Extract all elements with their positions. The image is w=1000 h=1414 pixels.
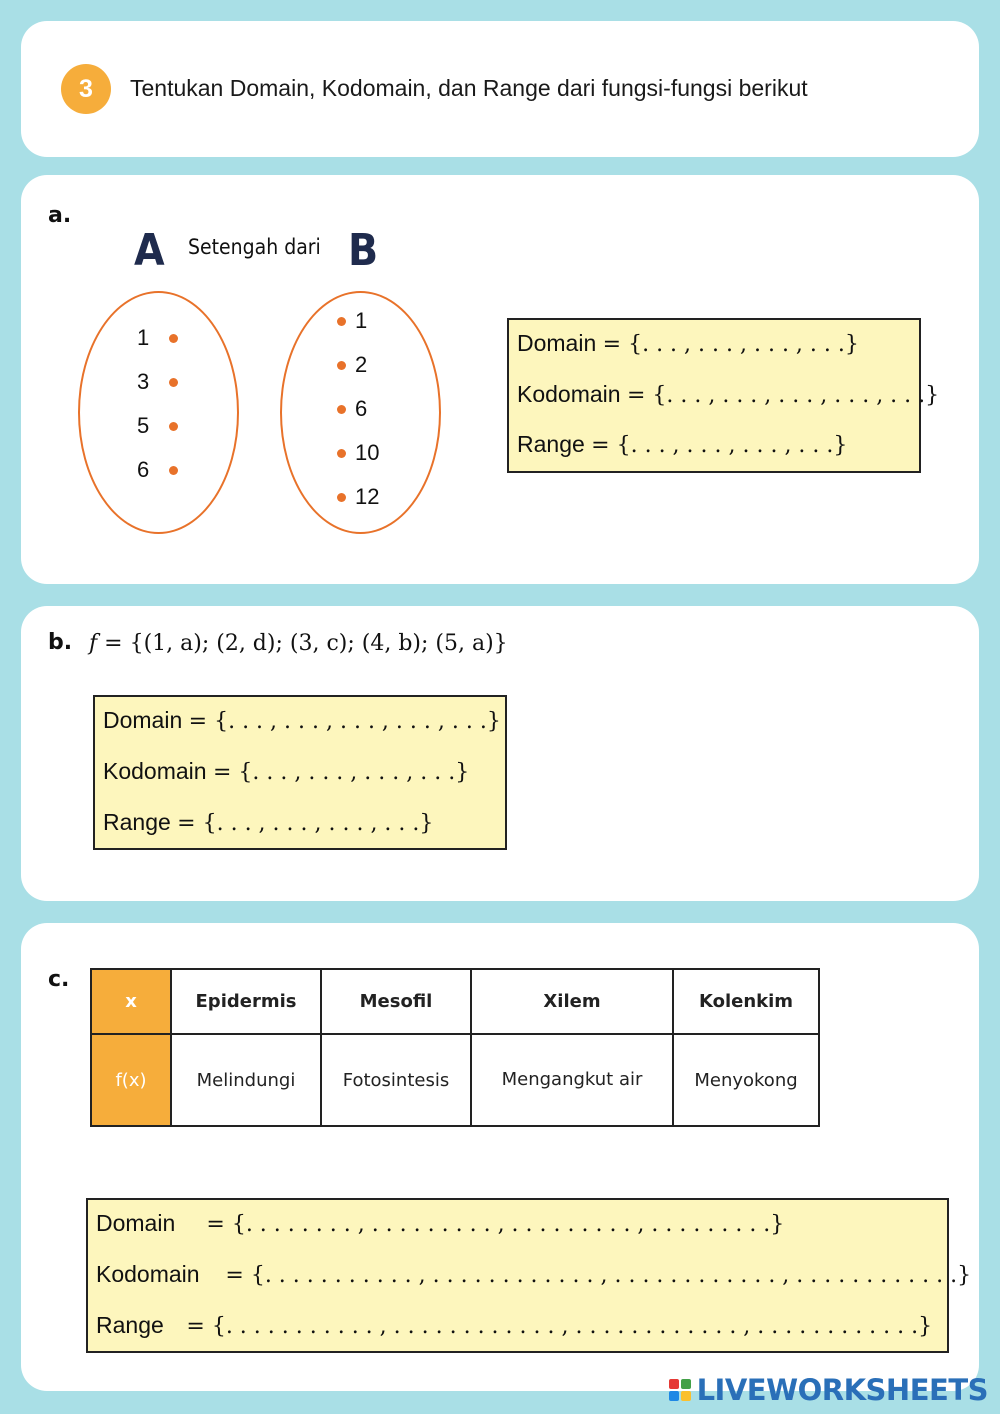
part-b-kodomain-line[interactable] bbox=[103, 758, 469, 785]
element-value: 6 bbox=[137, 457, 150, 482]
range-label: Range bbox=[103, 809, 171, 835]
part-c-kodomain-line[interactable] bbox=[96, 1261, 971, 1288]
range-label: Range bbox=[517, 431, 585, 457]
kodomain-label: Kodomain bbox=[96, 1261, 200, 1287]
set-b-element bbox=[337, 440, 379, 466]
part-a-card bbox=[21, 175, 979, 584]
set-b-element bbox=[337, 352, 367, 378]
kodomain-blank[interactable]: = {. . . , . . . , . . . , . . . , . . .} bbox=[626, 383, 940, 408]
domain-blank[interactable]: = {. . . . . . . . , . . . . . . . . . , . . . . . . . . . , . . . . . . . . .} bbox=[206, 1212, 785, 1237]
part-c-label: c. bbox=[48, 967, 70, 992]
question-number-badge: 3 bbox=[61, 64, 111, 114]
table-row-fx bbox=[91, 1034, 819, 1126]
domain-label: Domain bbox=[103, 707, 183, 733]
range-blank[interactable]: = {. . . , . . . , . . . , . . .} bbox=[591, 433, 848, 458]
header-card bbox=[21, 21, 979, 157]
set-a-element bbox=[137, 457, 178, 483]
kodomain-blank[interactable]: = {. . . , . . . , . . . , . . .} bbox=[212, 760, 470, 785]
element-dot bbox=[169, 378, 178, 387]
logo-square-2 bbox=[681, 1379, 691, 1389]
element-value: 10 bbox=[355, 440, 380, 465]
part-a-range-line[interactable] bbox=[517, 431, 847, 458]
set-a-name: A bbox=[134, 225, 165, 276]
domain-blank[interactable]: = {. . . , . . . , . . . , . . . , . . .} bbox=[188, 709, 501, 734]
element-dot bbox=[337, 405, 346, 414]
logo-square-1 bbox=[669, 1379, 679, 1389]
set-a-element bbox=[137, 413, 178, 439]
part-a-kodomain-line[interactable] bbox=[517, 381, 939, 408]
part-a-answer-box bbox=[507, 318, 940, 473]
kodomain-blank[interactable]: = {. . . . . . . . . . . , . . . . . . . . . . . . , . . . . . . . . . . . . , . . . . . . . . . . . .} bbox=[225, 1263, 972, 1288]
relation-label: Setengah dari bbox=[188, 235, 321, 259]
set-b-element bbox=[337, 396, 367, 422]
element-dot bbox=[337, 361, 346, 370]
element-dot bbox=[337, 493, 346, 502]
x-cell-1: Epidermis bbox=[171, 969, 321, 1034]
part-a-label: a. bbox=[48, 203, 72, 228]
part-b-domain-line[interactable] bbox=[103, 707, 501, 734]
set-a-element bbox=[137, 325, 178, 351]
table-row-x bbox=[91, 969, 819, 1034]
kodomain-label: Kodomain bbox=[103, 758, 207, 784]
element-value: 12 bbox=[355, 484, 380, 509]
kodomain-label: Kodomain bbox=[517, 381, 621, 407]
range-blank[interactable]: = {. . . . . . . . . . . , . . . . . . . . . . . . , . . . . . . . . . . . . , . . . . . . . . . . . .} bbox=[186, 1314, 933, 1339]
part-c-domain-line[interactable] bbox=[96, 1210, 784, 1237]
x-cell-4: Kolenkim bbox=[673, 969, 819, 1034]
element-dot bbox=[169, 466, 178, 475]
x-cell-3: Xilem bbox=[471, 969, 673, 1034]
function-set: = {(1, a); (2, d); (3, c); (4, b); (5, a)} bbox=[97, 631, 508, 656]
range-label: Range bbox=[96, 1312, 164, 1338]
function-name: f bbox=[89, 631, 98, 656]
element-value: 1 bbox=[137, 325, 150, 350]
logo-text: LIVEWORKSHEETS bbox=[696, 1373, 988, 1407]
fx-cell-3: Mengangkut air bbox=[471, 1034, 673, 1126]
domain-label: Domain bbox=[96, 1210, 176, 1236]
x-cell-2: Mesofil bbox=[321, 969, 471, 1034]
set-a-element bbox=[137, 369, 178, 395]
function-formula bbox=[89, 631, 508, 656]
element-value: 1 bbox=[355, 308, 368, 333]
logo-square-3 bbox=[669, 1391, 679, 1401]
part-b-range-line[interactable] bbox=[103, 809, 433, 836]
element-value: 3 bbox=[137, 369, 150, 394]
element-dot bbox=[169, 422, 178, 431]
fx-cell-1: Melindungi bbox=[171, 1034, 321, 1126]
element-value: 6 bbox=[355, 396, 368, 421]
domain-blank[interactable]: = {. . . , . . . , . . . , . . .} bbox=[602, 332, 859, 357]
element-dot bbox=[337, 317, 346, 326]
part-b-answer-box bbox=[93, 695, 507, 850]
logo-square-4 bbox=[681, 1391, 691, 1401]
element-dot bbox=[337, 449, 346, 458]
liveworksheets-logo[interactable] bbox=[669, 1373, 988, 1407]
element-value: 5 bbox=[137, 413, 150, 438]
function-table bbox=[90, 968, 820, 1127]
fx-header-cell: f(x) bbox=[91, 1034, 171, 1126]
part-b-label: b. bbox=[48, 630, 73, 655]
set-b-element bbox=[337, 308, 367, 334]
set-b-element bbox=[337, 484, 379, 510]
part-a-domain-line[interactable] bbox=[517, 330, 859, 357]
element-dot bbox=[169, 334, 178, 343]
part-c-range-line[interactable] bbox=[96, 1312, 932, 1339]
domain-label: Domain bbox=[517, 330, 597, 356]
part-c-card bbox=[21, 923, 979, 1391]
instruction-text: Tentukan Domain, Kodomain, dan Range dari fungsi-fungsi berikut bbox=[130, 75, 808, 101]
logo-icon bbox=[669, 1379, 691, 1401]
fx-cell-4: Menyokong bbox=[673, 1034, 819, 1126]
element-value: 2 bbox=[355, 352, 368, 377]
x-header-cell: x bbox=[91, 969, 171, 1034]
fx-cell-2: Fotosintesis bbox=[321, 1034, 471, 1126]
part-b-card bbox=[21, 606, 979, 901]
range-blank[interactable]: = {. . . , . . . , . . . , . . .} bbox=[177, 811, 434, 836]
part-c-answer-box bbox=[86, 1198, 972, 1353]
set-b-name: B bbox=[348, 225, 379, 276]
